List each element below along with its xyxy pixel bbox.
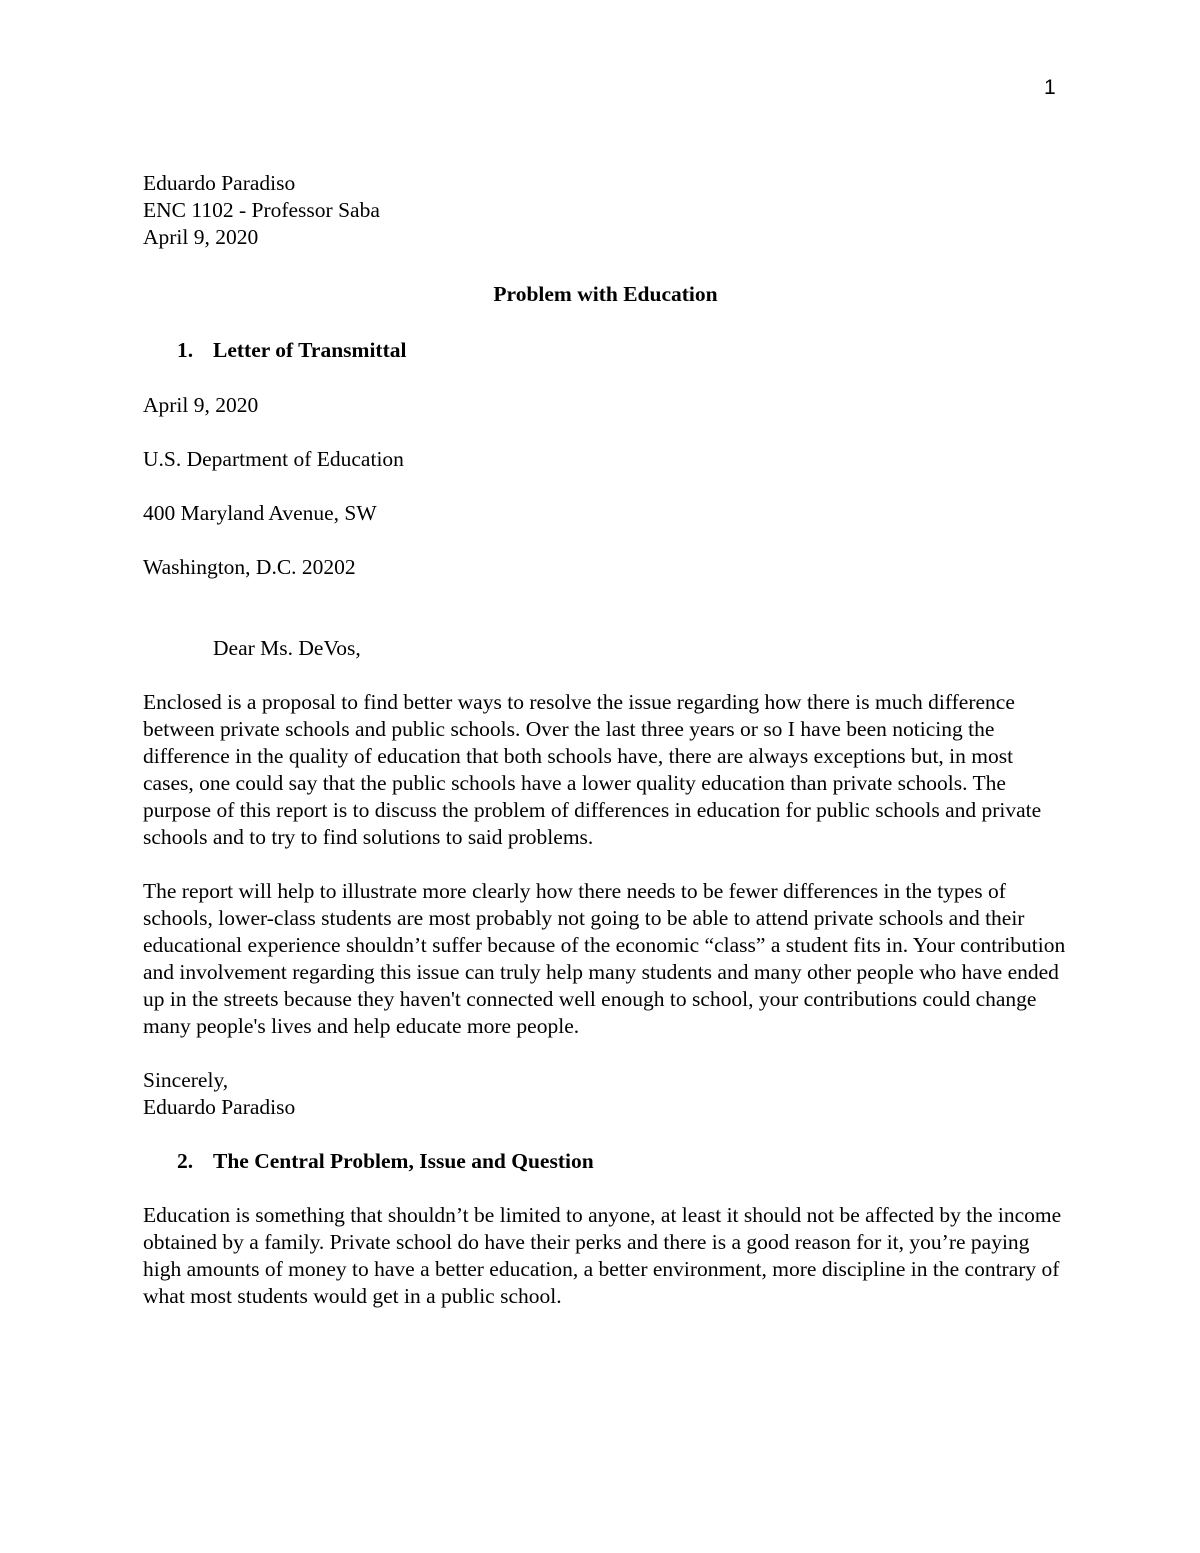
course-line: ENC 1102 - Professor Saba: [143, 198, 380, 222]
document-body: [143, 170, 1068, 1310]
section-1-heading: [177, 337, 1068, 364]
letter-paragraph-1: Enclosed is a proposal to find better ways to resolve the issue regarding how there is much difference between private schools and public schools. Over the last three years or so I have been noticing the difference in the quality of education that both schools have, there are always exceptions but, in most cases, one could say that the public schools have a lower quality education than private schools. The purpose of this report is to discuss the problem of differences in education for public schools and private schools and to try to find solutions to said problems.: [143, 690, 1042, 849]
letter-paragraph-2: The report will help to illustrate more clearly how there needs to be fewer differences in the types of schools, lower-class students are most probably not going to be able to attend private schools and their educational experience shouldn’t suffer because of the economic “class” a student fits in. Your contribution and involvement regarding this issue can truly help many students and many other people who have ended up in the streets because they haven't connected well enough to school, your contributions could change many people's lives and help educate more people.: [143, 879, 1066, 1038]
section-1-number: 1.: [177, 338, 194, 362]
address-line-1: 400 Maryland Avenue, SW: [143, 501, 377, 525]
closing: Sincerely,: [143, 1068, 229, 1092]
section-2-paragraph-1: Education is something that shouldn’t be limited to anyone, at least it should not be affected by the income obtained by a family. Private school do have their perks and there is a good reason for it, you’re paying high amounts of money to have a better education, a better environment, more discipline in the contrary of what most students would get in a public school.: [143, 1203, 1062, 1308]
document-title: Problem with Education: [493, 282, 718, 306]
salutation: Dear Ms. DeVos,: [213, 636, 361, 660]
address-line-2: Washington, D.C. 20202: [143, 555, 356, 579]
letter-date: April 9, 2020: [143, 393, 259, 417]
page-number: 1: [1044, 76, 1056, 99]
section-2-heading: [177, 1148, 1068, 1175]
section-1-heading-text: Letter of Transmittal: [213, 338, 407, 362]
recipient-org: U.S. Department of Education: [143, 447, 404, 471]
section-2-number: 2.: [177, 1149, 194, 1173]
author-name: Eduardo Paradiso: [143, 171, 296, 195]
header-date: April 9, 2020: [143, 225, 259, 249]
section-2-heading-text: The Central Problem, Issue and Question: [213, 1149, 594, 1173]
signature: Eduardo Paradiso: [143, 1095, 296, 1119]
